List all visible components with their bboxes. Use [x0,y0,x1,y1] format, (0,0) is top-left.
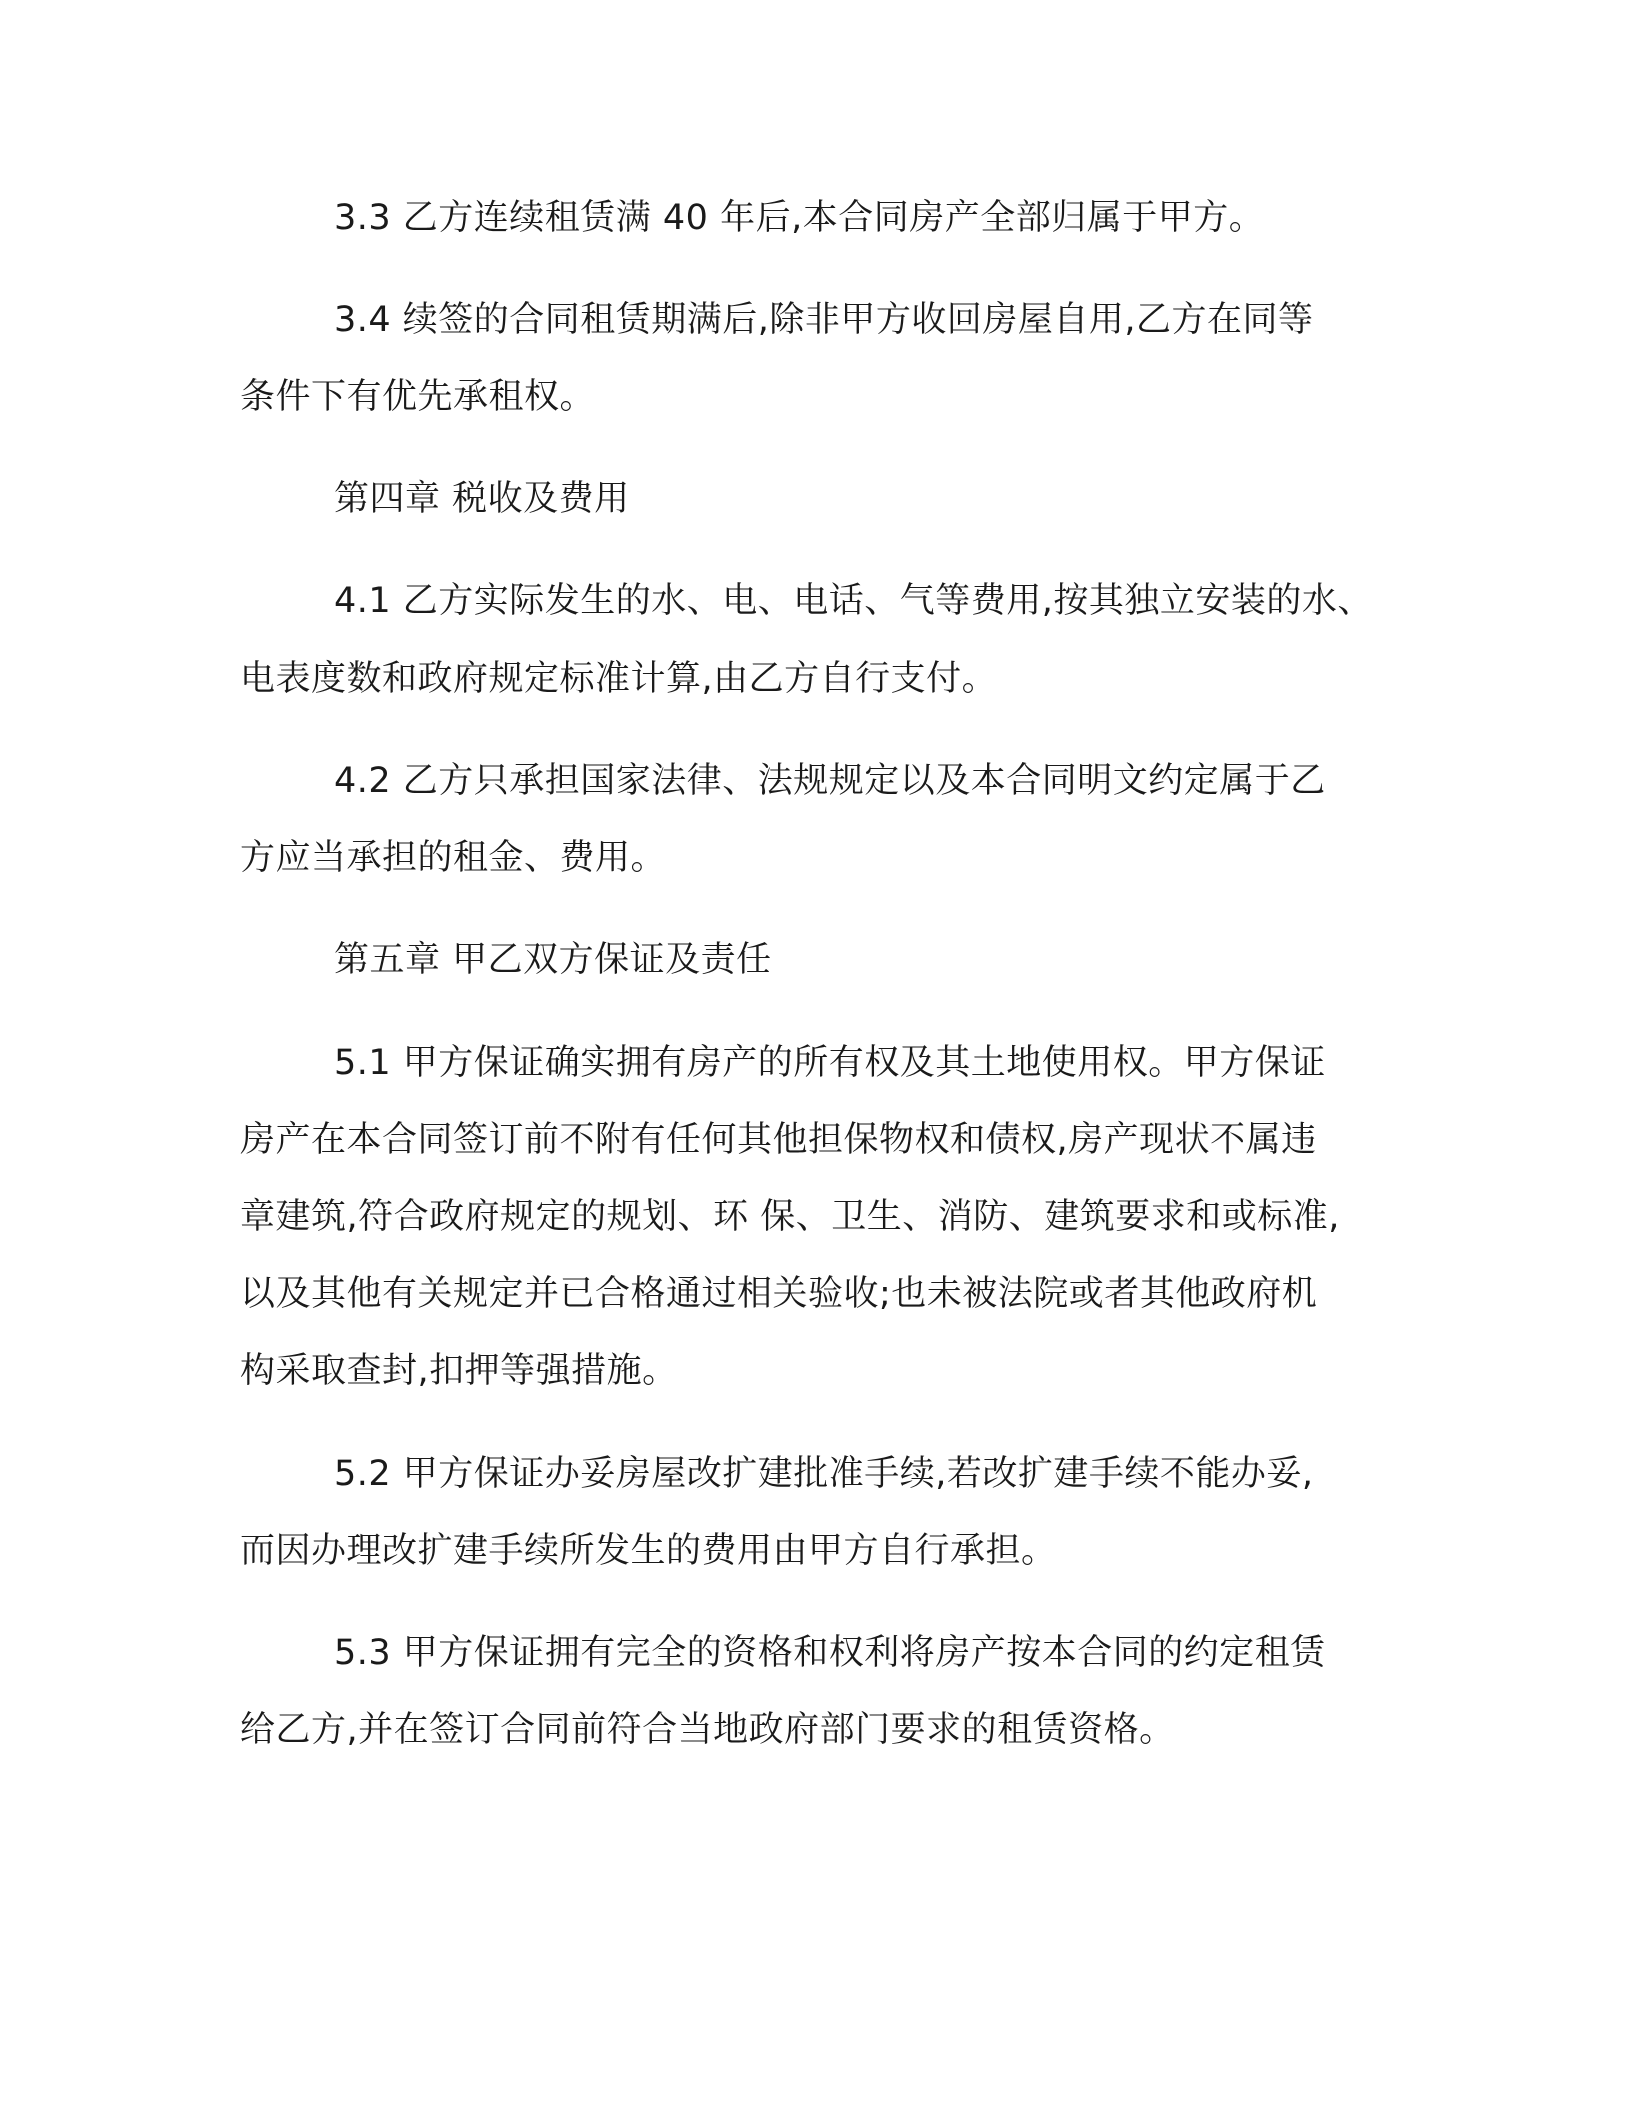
clause-4-1-line-2: 电表度数和政府规定标准计算,由乙方自行支付。 [240,659,998,699]
clause-5-1-line-3: 章建筑,符合政府规定的规划、环 保、卫生、消防、建筑要求和或标准, [240,1197,1340,1237]
clause-4-1-line-1: 4.1 乙方实际发生的水、电、电话、气等费用,按其独立安装的水、 [334,581,1373,621]
chapter-4-heading: 第四章 税收及费用 [334,479,630,519]
chapter-5-heading: 第五章 甲乙双方保证及责任 [334,940,772,980]
clause-5-2-line-2: 而因办理改扩建手续所发生的费用由甲方自行承担。 [240,1531,1057,1571]
clause-5-3-line-1: 5.3 甲方保证拥有完全的资格和权利将房产按本合同的约定租赁 [334,1633,1326,1673]
clause-5-1-line-5: 构采取查封,扣押等强措施。 [240,1351,678,1391]
clause-5-2-line-1: 5.2 甲方保证办妥房屋改扩建批准手续,若改扩建手续不能办妥, [334,1454,1314,1494]
clause-5-1-line-1: 5.1 甲方保证确实拥有房产的所有权及其土地使用权。甲方保证 [334,1043,1326,1083]
clause-4-2-line-1: 4.2 乙方只承担国家法律、法规规定以及本合同明文约定属于乙 [334,761,1326,801]
clause-5-1-line-2: 房产在本合同签订前不附有任何其他担保物权和债权,房产现状不属违 [240,1120,1317,1160]
clause-3-4-line-2: 条件下有优先承租权。 [240,377,596,417]
clause-3-4-line-1: 3.4 续签的合同租赁期满后,除非甲方收回房屋自用,乙方在同等 [334,300,1314,340]
clause-5-3-line-2: 给乙方,并在签订合同前符合当地政府部门要求的租赁资格。 [240,1710,1175,1750]
clause-3-3: 3.3 乙方连续租赁满 40 年后,本合同房产全部归属于甲方。 [334,198,1265,238]
clause-4-2-line-2: 方应当承担的租金、费用。 [240,838,667,878]
clause-5-1-line-4: 以及其他有关规定并已合格通过相关验收;也未被法院或者其他政府机 [240,1274,1318,1314]
